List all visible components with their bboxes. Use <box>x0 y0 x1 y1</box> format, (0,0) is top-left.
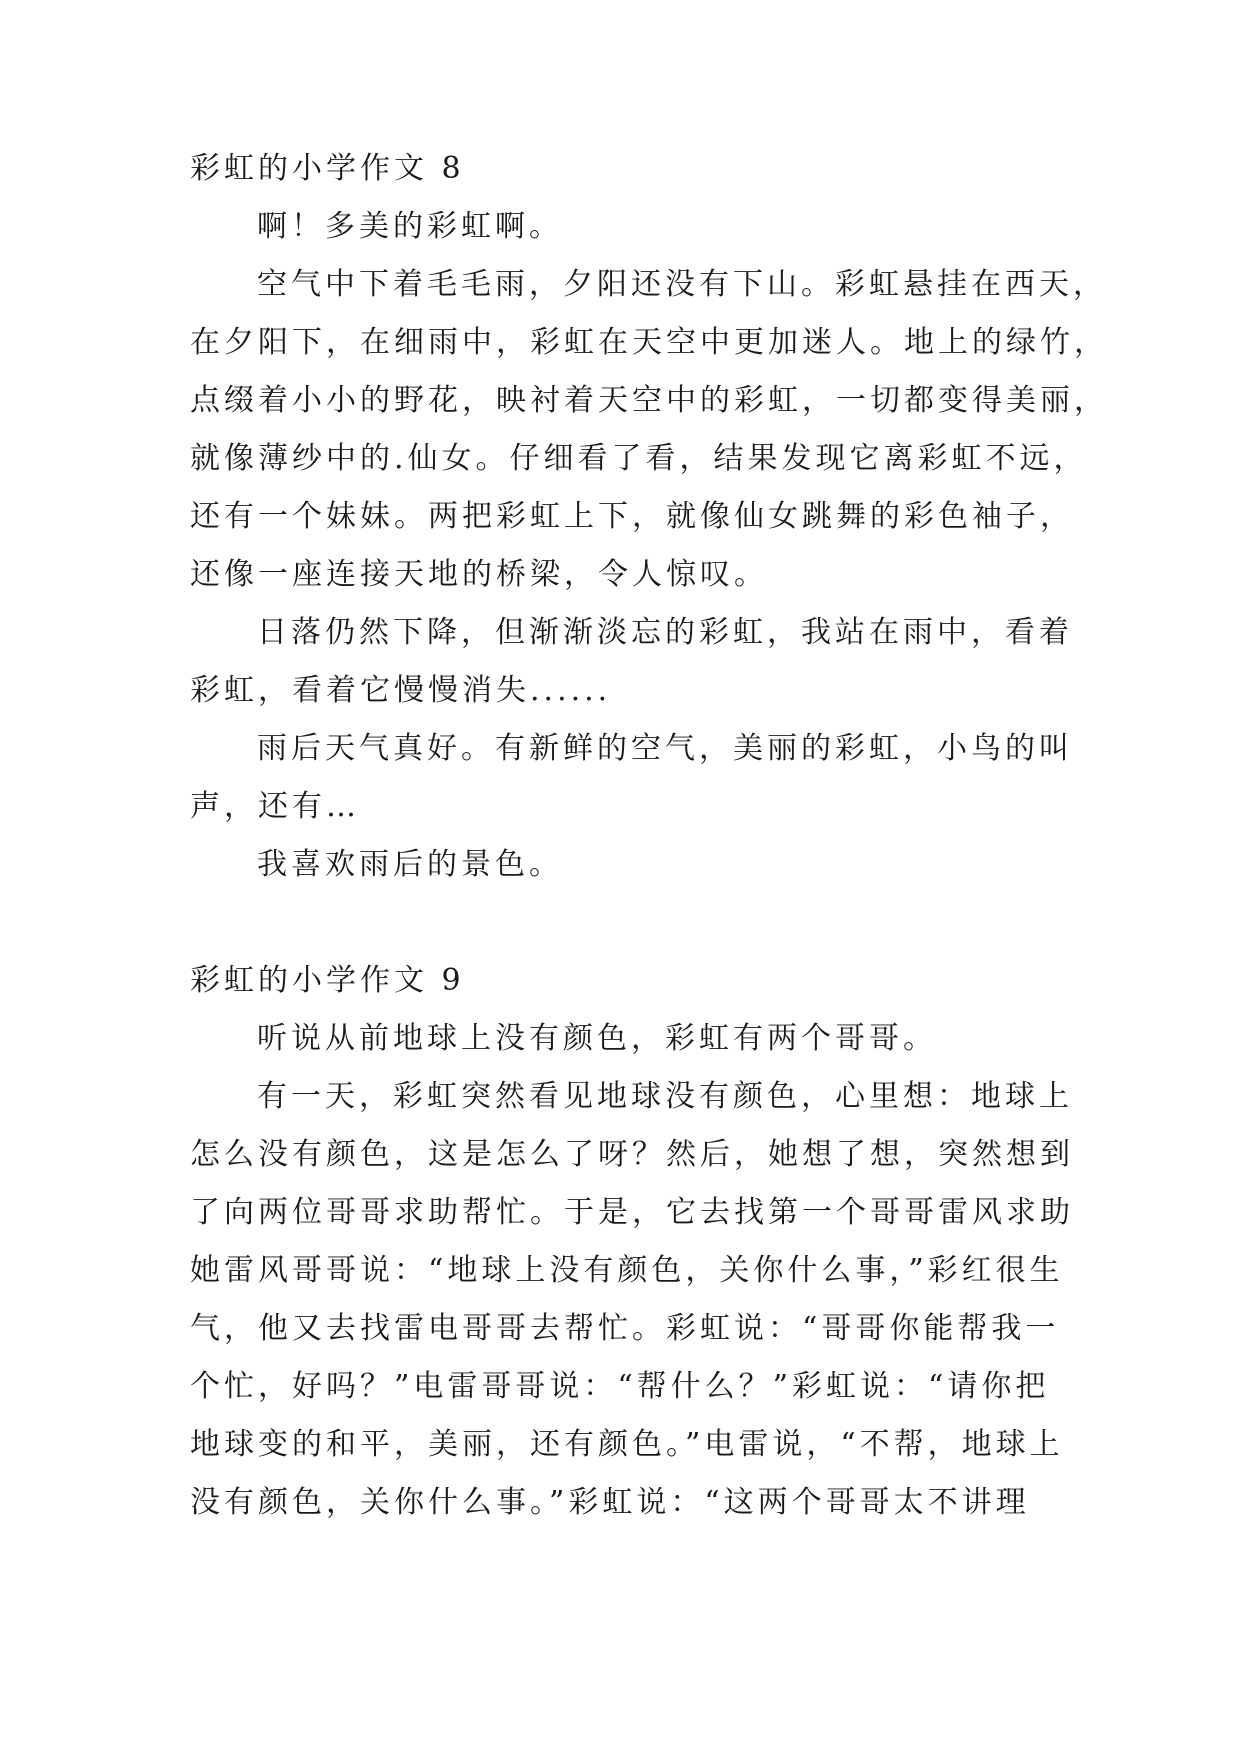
paragraph-line: 没有颜色，关你什么事。”彩虹说：“这两个哥哥太不讲理 <box>190 1485 1030 1520</box>
section-8-title: 彩虹的小学作文 8 <box>190 151 465 186</box>
paragraph-line: 了向两位哥哥求助帮忙。于是，它去找第一个哥哥雷风求助 <box>190 1195 1074 1230</box>
paragraph-line: 我喜欢雨后的景色。 <box>257 847 563 882</box>
paragraph-line: 地球变的和平，美丽，还有颜色。”电雷说，“不帮，地球上 <box>190 1427 1064 1462</box>
paragraph-line: 空气中下着毛毛雨，夕阳还没有下山。彩虹悬挂在西天， <box>257 267 1107 302</box>
paragraph-line: 她雷风哥哥说：“地球上没有颜色，关你什么事，”彩红很生 <box>190 1253 1064 1288</box>
paragraph-line: 听说从前地球上没有颜色，彩虹有两个哥哥。 <box>257 1021 937 1056</box>
paragraph-line: 啊！多美的彩虹啊。 <box>257 209 563 244</box>
paragraph-line: 雨后天气真好。有新鲜的空气，美丽的彩虹，小鸟的叫 <box>257 731 1073 766</box>
paragraph-line: 就像薄纱中的.仙女。仔细看了看，结果发现它离彩虹不远， <box>190 441 1088 476</box>
paragraph-line: 在夕阳下，在细雨中，彩虹在天空中更加迷人。地上的绿竹， <box>190 325 1108 360</box>
paragraph-line: 还有一个妹妹。两把彩虹上下，就像仙女跳舞的彩色袖子， <box>190 499 1074 534</box>
paragraph-line: 个忙，好吗？”电雷哥哥说：“帮什么？”彩虹说：“请你把 <box>190 1369 1050 1404</box>
paragraph-line: 日落仍然下降，但渐渐淡忘的彩虹，我站在雨中，看着 <box>257 615 1073 650</box>
paragraph-line: 怎么没有颜色，这是怎么了呀？然后，她想了想，突然想到 <box>190 1137 1074 1172</box>
paragraph-line: 气，他又去找雷电哥哥去帮忙。彩虹说：“哥哥你能帮我一 <box>190 1311 1060 1346</box>
paragraph-line: 点缀着小小的野花，映衬着天空中的彩虹，一切都变得美丽， <box>190 383 1108 418</box>
paragraph-line: 还像一座连接天地的桥梁，令人惊叹。 <box>190 557 768 592</box>
paragraph-line: 声，还有… <box>190 789 360 824</box>
paragraph-line: 有一天，彩虹突然看见地球没有颜色，心里想：地球上 <box>257 1079 1073 1114</box>
paragraph-line: 彩虹，看着它慢慢消失...... <box>190 673 612 708</box>
section-9-title: 彩虹的小学作文 9 <box>190 963 465 998</box>
